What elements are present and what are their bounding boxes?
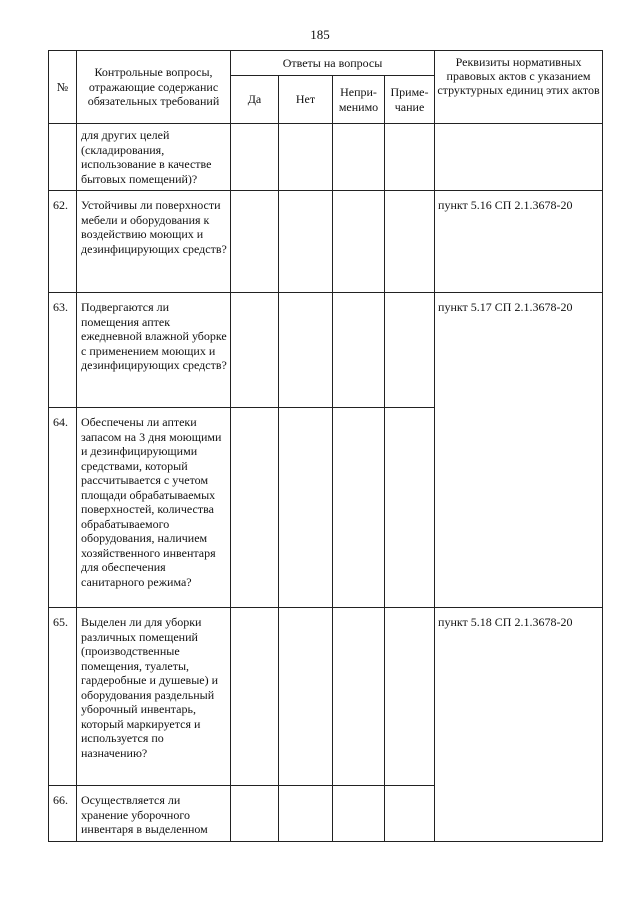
row-number: 66.: [49, 786, 77, 842]
answer-no-cell: [279, 408, 333, 608]
answer-na-cell: [333, 608, 385, 786]
answer-note-cell: [385, 608, 435, 786]
answer-note-cell: [385, 191, 435, 293]
row-question: Устойчивы ли поверхности мебели и оборудования к воздействию моющих и дезинфицирующих средств?: [77, 191, 231, 293]
answer-note-cell: [385, 408, 435, 608]
answer-yes-cell: [231, 608, 279, 786]
row-reference: пункт 5.17 СП 2.1.3678-20: [435, 293, 603, 608]
table-row: [49, 293, 603, 408]
row-reference: пункт 5.16 СП 2.1.3678-20: [435, 191, 603, 293]
row-number: 65.: [49, 608, 77, 786]
header-not-applicable: Непри-менимо: [333, 76, 385, 124]
answer-yes-cell: [231, 191, 279, 293]
row-number: 64.: [49, 408, 77, 608]
answer-na-cell: [333, 191, 385, 293]
header-no: Нет: [279, 76, 333, 124]
row-reference: [435, 124, 603, 191]
row-question: для других целей (складирования, использование в качестве бытовых помещений)?: [77, 124, 231, 191]
answer-note-cell: [385, 786, 435, 842]
table-row: [49, 191, 603, 293]
header-question: Контрольные вопросы, отражающие содержанис обязательных требований: [77, 51, 231, 124]
row-question: Осуществляется ли хранение уборочного инвентаря в выделенном: [77, 786, 231, 842]
table-row: [49, 608, 603, 786]
answer-no-cell: [279, 608, 333, 786]
row-reference: пункт 5.18 СП 2.1.3678-20: [435, 608, 603, 842]
page-number: 185: [310, 27, 330, 42]
row-number: 62.: [49, 191, 77, 293]
row-number: [49, 124, 77, 191]
answer-na-cell: [333, 786, 385, 842]
header-row-top: [49, 51, 603, 76]
table-row: [49, 124, 603, 191]
answer-na-cell: [333, 408, 385, 608]
answer-no-cell: [279, 786, 333, 842]
answer-note-cell: [385, 124, 435, 191]
answer-yes-cell: [231, 293, 279, 408]
row-question: Выделен ли для уборки различных помещений (производственные помещения, туалеты, гардеробные и душевые) и оборудования раздельный уборочный инвентарь, который маркируется и используется по назначению?: [77, 608, 231, 786]
answer-na-cell: [333, 124, 385, 191]
row-question: Обеспечены ли аптеки запасом на 3 дня моющими и дезинфицирующими средствами, который рассчитывается с учетом площади обрабатываемых поверхностей, количества обрабатываемого оборудования, наличием хозяйственного инвентаря для обеспечения санитарного режима?: [77, 408, 231, 608]
answer-note-cell: [385, 293, 435, 408]
row-question: Подвергаются ли помещения аптек ежедневной влажной уборке с применением моющих и дезинфицирующих средств?: [77, 293, 231, 408]
answer-no-cell: [279, 293, 333, 408]
header-answers: Ответы на вопросы: [231, 51, 435, 76]
answer-no-cell: [279, 124, 333, 191]
header-requisites: Реквизиты нормативных правовых актов с указанием структурных единиц этих актов: [435, 51, 603, 124]
row-number: 63.: [49, 293, 77, 408]
answer-no-cell: [279, 191, 333, 293]
checklist-table: [48, 50, 603, 842]
header-number: №: [49, 51, 77, 124]
answer-yes-cell: [231, 408, 279, 608]
answer-na-cell: [333, 293, 385, 408]
answer-yes-cell: [231, 786, 279, 842]
header-yes: Да: [231, 76, 279, 124]
answer-yes-cell: [231, 124, 279, 191]
header-note: Приме-чание: [385, 76, 435, 124]
